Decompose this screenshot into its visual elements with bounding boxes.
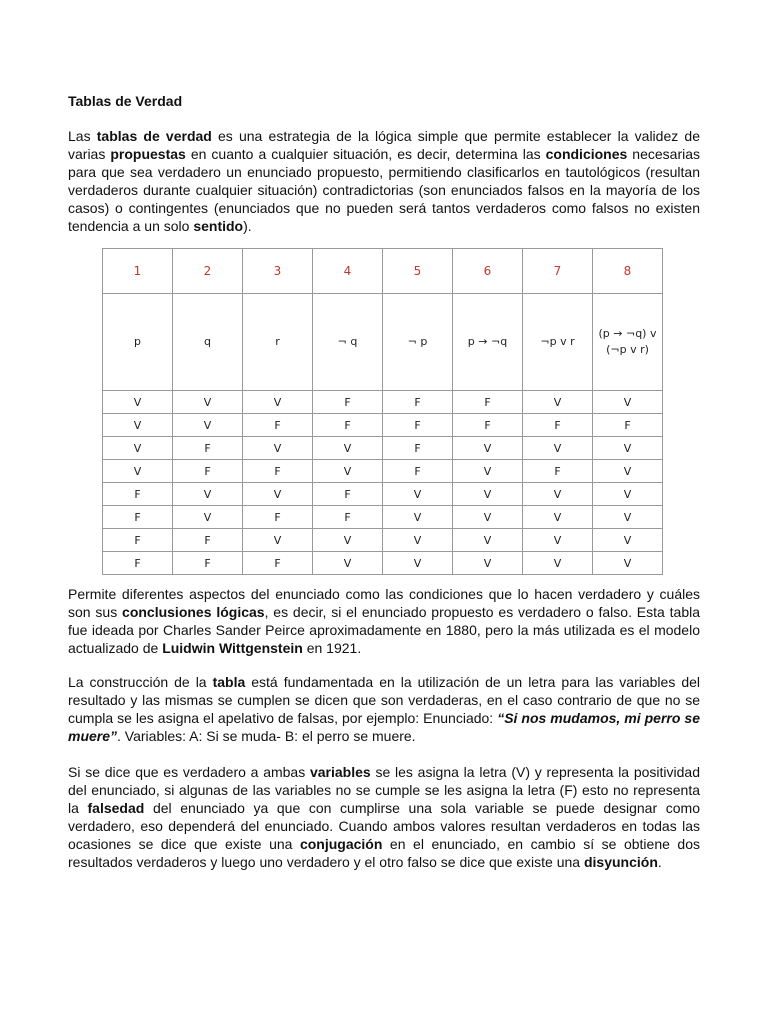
table-cell: F (313, 414, 383, 437)
table-header-row (103, 249, 663, 294)
table-cell: F (243, 414, 313, 437)
bold-term: variables (309, 764, 371, 780)
text-run: es una estrategia de la lógica simple que permite establecer la validez de varias (68, 128, 700, 162)
table-cell: V (593, 391, 663, 414)
table-cell: F (313, 506, 383, 529)
text-run: del enunciado ya que con cumplirse una sola variable se puede designar como verdadero, eso dependerá del enunciado. Cuando ambos valores resultan verdaderos en todas las ocasiones se dice que existe una (68, 800, 700, 852)
table-cell: V (593, 460, 663, 483)
table-cell: V (103, 437, 173, 460)
table-cell: V (243, 529, 313, 552)
text-run: , es decir, si el enunciado propuesto es verdadero o falso. Esta tabla fue ideada por Charles Sander Peirce aproximadamente en 1880, pero la más utilizada es el modelo actualizado de (68, 604, 701, 656)
bold-term: “Si nos mudamos, mi perro se muere” (68, 710, 700, 744)
column-variable: ¬p v r (523, 294, 593, 391)
table-cell: F (173, 529, 243, 552)
table-cell: V (243, 483, 313, 506)
text-run: . Variables: A: Si se muda- B: el perro se muere. (117, 728, 416, 744)
text-run: necesarias para que sea verdadero un enunciado propuesto, permitiendo clasificarlos en tautológicos (resultan verdaderos durante cualquier situación) contradictorias (son enunciados falsos en la mayoría de los casos) o contingentes (enunciados que no pueden será tantos verdaderos como falsos no existen tendencia a un solo (68, 146, 701, 234)
table-row (103, 437, 663, 460)
table-cell: V (523, 391, 593, 414)
text-run: está fundamentada en la utilización de un letra para las variables del resultado y las mismas se cumplen se dicen que son verdaderas, en el caso contrario de que no se cumpla se les asigna el apelativo de falsas, por ejemplo: Enunciado: (68, 674, 700, 726)
table-cell: F (383, 437, 453, 460)
table-cell: F (243, 460, 313, 483)
table-cell: V (173, 506, 243, 529)
table-cell: F (313, 391, 383, 414)
bold-term: falsedad (87, 800, 145, 816)
column-number: 8 (593, 249, 663, 294)
column-number: 3 (243, 249, 313, 294)
text-run: se les asigna la letra (V) y representa la positividad del enunciado, si algunas de las variables no se cumple se les asigna la letra (F) esto no representa la (68, 764, 700, 816)
table-cell: V (103, 391, 173, 414)
table-cell: F (243, 552, 313, 575)
column-number: 2 (173, 249, 243, 294)
table-cell: F (523, 414, 593, 437)
text-run: ). (243, 218, 252, 234)
table-cell: V (243, 437, 313, 460)
table-cell: F (103, 529, 173, 552)
bold-term: disyunción (583, 854, 658, 870)
truth-table-wrapper (102, 248, 663, 575)
table-row (103, 529, 663, 552)
text-run: en el enunciado, en cambio sí se obtiene dos resultados verdaderos y luego uno verdadero y el otro falso se dice que existe una (68, 836, 700, 870)
column-number: 1 (103, 249, 173, 294)
bold-term: condiciones (545, 146, 628, 162)
column-variable: p → ¬q (453, 294, 523, 391)
bold-term: tabla (212, 674, 246, 690)
column-number: 6 (453, 249, 523, 294)
table-cell: V (383, 529, 453, 552)
table-cell: F (173, 552, 243, 575)
table-cell: F (383, 391, 453, 414)
table-header-row (103, 294, 663, 391)
table-cell: F (383, 414, 453, 437)
column-number: 7 (523, 249, 593, 294)
table-cell: F (103, 552, 173, 575)
table-cell: V (173, 483, 243, 506)
peirce-paragraph (68, 585, 700, 657)
bold-term: Luidwin Wittgenstein (162, 640, 303, 656)
table-cell: V (453, 529, 523, 552)
table-cell: V (383, 552, 453, 575)
table-cell: V (173, 391, 243, 414)
table-cell: V (453, 437, 523, 460)
table-cell: F (103, 506, 173, 529)
table-cell: V (523, 437, 593, 460)
column-number: 4 (313, 249, 383, 294)
bold-term: conjugación (299, 836, 383, 852)
table-cell: V (593, 552, 663, 575)
table-cell: F (523, 460, 593, 483)
table-cell: V (593, 437, 663, 460)
table-cell: F (593, 414, 663, 437)
column-variable: p (103, 294, 173, 391)
table-cell: V (593, 506, 663, 529)
table-cell: F (243, 506, 313, 529)
table-cell: V (173, 414, 243, 437)
table-row (103, 391, 663, 414)
text-run: en 1921. (302, 640, 362, 656)
table-row (103, 552, 663, 575)
table-cell: V (243, 391, 313, 414)
table-cell: V (453, 460, 523, 483)
table-cell: F (173, 460, 243, 483)
column-number: 5 (383, 249, 453, 294)
construction-paragraph (68, 673, 700, 745)
text-run: Las (68, 128, 97, 144)
column-variable: (p → ¬q) v (¬p v r) (593, 294, 663, 391)
bold-term: conclusiones lógicas (122, 604, 265, 620)
table-cell: V (523, 552, 593, 575)
table-cell: V (313, 437, 383, 460)
table-row (103, 460, 663, 483)
text-run: en cuanto a cualquier situación, es decir, determina las (185, 146, 546, 162)
table-cell: F (453, 391, 523, 414)
table-cell: V (593, 529, 663, 552)
intro-paragraph (68, 127, 700, 235)
table-cell: V (453, 506, 523, 529)
table-row (103, 414, 663, 437)
table-cell: V (313, 460, 383, 483)
table-cell: V (313, 552, 383, 575)
column-variable: r (243, 294, 313, 391)
table-cell: F (173, 437, 243, 460)
table-cell: F (383, 460, 453, 483)
bold-term: tablas de verdad (96, 128, 212, 144)
truth-table (102, 248, 663, 575)
text-run: Permite diferentes aspectos del enunciado como las condiciones que lo hacen verdadero y cuáles son sus (68, 586, 700, 620)
table-cell: V (103, 460, 173, 483)
table-cell: V (523, 483, 593, 506)
text-run: La construcción de la (68, 674, 213, 690)
table-cell: V (313, 529, 383, 552)
table-cell: V (453, 483, 523, 506)
table-cell: F (453, 414, 523, 437)
text-run: . (657, 854, 662, 870)
column-variable: ¬ p (383, 294, 453, 391)
table-row (103, 483, 663, 506)
bold-term: sentido (193, 218, 244, 234)
table-cell: V (523, 506, 593, 529)
table-cell: F (313, 483, 383, 506)
table-cell: F (103, 483, 173, 506)
table-cell: V (383, 483, 453, 506)
column-variable: q (173, 294, 243, 391)
table-cell: V (383, 506, 453, 529)
table-cell: V (103, 414, 173, 437)
page-title: Tablas de Verdad (68, 93, 183, 109)
variables-paragraph (68, 763, 700, 871)
table-cell: V (453, 552, 523, 575)
table-cell: V (523, 529, 593, 552)
table-row (103, 506, 663, 529)
bold-term: propuestas (110, 146, 186, 162)
table-cell: V (593, 483, 663, 506)
column-variable: ¬ q (313, 294, 383, 391)
text-run: Si se dice que es verdadero a ambas (68, 764, 310, 780)
